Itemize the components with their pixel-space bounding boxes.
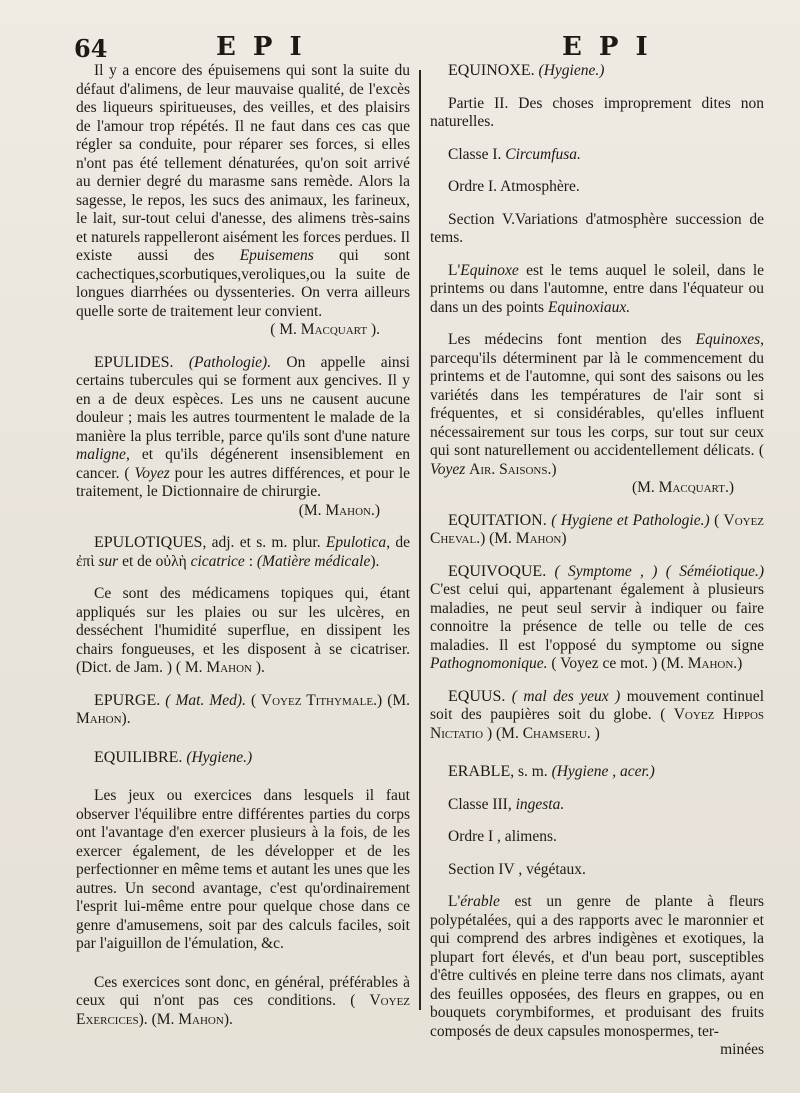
entry-category: (Pathologie). bbox=[188, 353, 272, 371]
right-column bbox=[430, 62, 764, 1060]
entry-title: EPURGE. bbox=[94, 691, 161, 709]
left-column bbox=[76, 62, 410, 1029]
entry-title: EQUINOXE. bbox=[448, 62, 535, 79]
entry-title: EPULOTIQUES bbox=[94, 534, 203, 551]
entry-body: Ces exercices sont donc, en général, préférables à ceux qui n'ont pas ces conditions. ( Voyez Exercices). (M. Mahon). bbox=[76, 973, 411, 1028]
entry-title: EQUIVOQUE. bbox=[448, 562, 547, 580]
entry-equivoque: EQUIVOQUE. ( Symptome , ) ( Séméiotique.) C'est celui qui, appartenant également à plusieurs maladies, ne peut seul servir à indiquer ou faire connoitre la présence de telle ou telle de ces maladies. Il est l'opposé du symptome ou signe Pathognomonique. ( Voyez ce mot. ) (M. Mahon.) bbox=[430, 562, 765, 672]
column-divider bbox=[419, 70, 421, 1010]
entry-title: EQUUS. bbox=[448, 687, 506, 705]
entry-erable: ERABLE, s. m. (Hygiene , acer.) Classe III, ingesta. Ordre I , alimens. Section IV , végétaux. L'érable est un genre de plante à fleurs polypétalées, qui a des rapports avec le maronnier et qui comprend des arbres indigènes et exotiques, la plupart fort élevés, et d'un beau port, susceptibles d'être cultivés en pleine terre dans nos climats, ayant des feuilles opposées, des fleurs en grappes, ou en bouquets corymbiformes, et produisant des fruits composés de deux capsules monospermes, ter- minées bbox=[430, 763, 765, 1058]
entry-signature: (M. Chamseru. ) bbox=[496, 724, 600, 742]
entry-signature: (M. Mahon.) bbox=[661, 655, 743, 672]
entry-body: Ce sont des médicamens topiques qui, étant appliqués sur les plaies ou sur les ulcères, en desséchent l'humidité superflue, en dissipent les chairs fongueuses, et les disposent à se cicatriser. (Dict. de Jam. ) ( M. Mahon ). bbox=[76, 585, 410, 676]
entry-signature: (M. Mahon) bbox=[489, 530, 567, 547]
entry-title: EQUITATION. bbox=[448, 511, 547, 529]
catchword: minées bbox=[720, 1041, 764, 1058]
entry-signature: (M. Mahon). bbox=[151, 1010, 233, 1028]
epuisemens-signature: ( M. Macquart ). bbox=[270, 321, 380, 338]
epuisemens-paragraph: Il y a encore des épuisemens qui sont la suite du défaut d'alimens, de leur mauvaise qualité, de l'excès des liqueurs spiritueuses, des veilles, et des plaisirs de l'amour trop répétés. Il ne faut dans ces cas que régler sa conduite, pour réparer ses forces, si elles n'ont pas été tellement dénaturées, qu'on soit arrivé au dernier degré du marasme sans remède. Alors la sagesse, le repos, les sucs des animaux, les farineux, le lait, sur-tout celui d'anesse, des alimens très-sains et naturels rappelleront aisément les forces perdues. Il existe aussi des Epuisemens qui sont cachectiques,scorbutiques,veroliques,ou la suite de longues diarrhées ou dyssenteries. On verra ailleurs quelle sorte de traitement leur convient. bbox=[76, 62, 410, 320]
entry-equilibre: EQUILIBRE. (Hygiene.) Les jeux ou exercices dans lesquels il faut observer l'équilibre entre différentes parties du corps ont l'avantage d'en exercer plusieurs à la fois, de les exercer également, de les développer et de les perfectionner en même tems et autant les unes que les autres. Un second avantage, c'est qu'ordinairement l'esprit lui-même entre pour quelque chose dans ce genre d'amusemens, soit par des calculs faciles, soit par l'aiguillon de l'émulation, &c. Ces exercices sont donc, en général, préférables à ceux qui n'ont pas ces conditions. ( Voyez Exercices). (M. Mahon). bbox=[76, 748, 411, 1028]
entry-title: EQUILIBRE. bbox=[94, 748, 183, 766]
entry-title: ERABLE bbox=[448, 763, 511, 780]
entry-body: Les jeux ou exercices dans lesquels il faut observer l'équilibre entre différentes parties du corps ont l'avantage d'en exercer plusieurs à la fois, de les exercer également, de les développer et de les perfectionner en même tems et autant les unes que les autres. Un second avantage, c'est qu'ordinairement l'esprit lui-même entre pour quelque chose dans ce genre d'amusemens, soit par des calculs faciles, soit par l'aiguillon de l'émulation, &c. bbox=[76, 787, 410, 952]
entry-equinoxe: EQUINOXE. (Hygiene.) Partie II. Des choses improprement dites non naturelles. Classe I. Circumfusa. Ordre I. Atmosphère. Section V.Variations d'atmosphère succession de tems. L'Equinoxe est le tems auquel le soleil, dans le printems ou dans l'automne, entre dans l'équateur ou dans un des points Equinoxiaux. Les médecins font mention des Equinoxes, parcequ'ils déterminent par là le commencement du printems et de l'automne, qui sont des saisons ou les variétés dans les températures de l'air sont si fréquentes, et si considérables, qu'elles influent nécessairement sur tous les corps, sur tout sur ceux qui sont naturellement ou accidentellement délicats. ( Voyez Air. Saisons.) (M. Macquart.) bbox=[430, 62, 765, 496]
entry-epulides: EPULIDES. (Pathologie). On appelle ainsi certains tubercules qui se forment aux gencives. Il y en a de deux espèces. Les uns ne causent aucune douleur ; mais les autres tourmentent le malade de la manière la plus terrible, parce qu'ils sont d'une nature maligne, et qu'ils dégénerent insensiblement en cancer. ( Voyez pour les autres différences, et pour le traitement, le Dictionnaire de chirurgie. (M. Mahon.) bbox=[76, 353, 411, 519]
entry-signature: (M. Macquart.) bbox=[631, 479, 734, 496]
entry-epulotiques: EPULOTIQUES, adj. et s. m. plur. Epulotica, de ἐπὶ sur et de οὐλὴ cicatrice : (Matière médicale). Ce sont des médicamens topiques qui, étant appliqués sur les plaies ou sur les ulcères, en desséchent l'humidité superflue, en dissipent les chairs fongueuses, et les disposent à se cicatriser. (Dict. de Jam. ) ( M. Mahon ). bbox=[76, 534, 410, 676]
entry-body: L'érable est un genre de plante à fleurs polypétalées, qui a des rapports avec le maronnier et qui comprend des arbres indigènes et exotiques, la plupart fort élevés, et d'un beau port, susceptibles d'être cultivés en pleine terre dans nos climats, ayant des feuilles opposées, des fleurs en grappes, ou en bouquets corymbiformes, et produisant des fruits composés de deux capsules monospermes, ter- bbox=[430, 893, 765, 1040]
running-head-left: E P I bbox=[216, 32, 306, 62]
entry-epurge: EPURGE. ( Mat. Med). ( Voyez Tithymale.) (M. Mahon). bbox=[76, 691, 411, 727]
entry-signature: (M. Mahon). bbox=[76, 691, 411, 727]
page-number: 64 bbox=[74, 34, 108, 63]
entry-signature: (M. Mahon.) bbox=[298, 501, 380, 519]
entry-equitation: EQUITATION. ( Hygiene et Pathologie.) ( Voyez Cheval.) (M. Mahon) bbox=[430, 511, 765, 547]
running-head-right: E P I bbox=[562, 32, 652, 62]
entry-title: EPULIDES. bbox=[94, 353, 174, 371]
entry-signature: ( M. Mahon ). bbox=[175, 659, 265, 676]
entry-equus: EQUUS. ( mal des yeux ) mouvement continuel soit des paupières soit du globe. ( Voyez Hippos Nictatio ) (M. Chamseru. ) bbox=[430, 687, 765, 742]
